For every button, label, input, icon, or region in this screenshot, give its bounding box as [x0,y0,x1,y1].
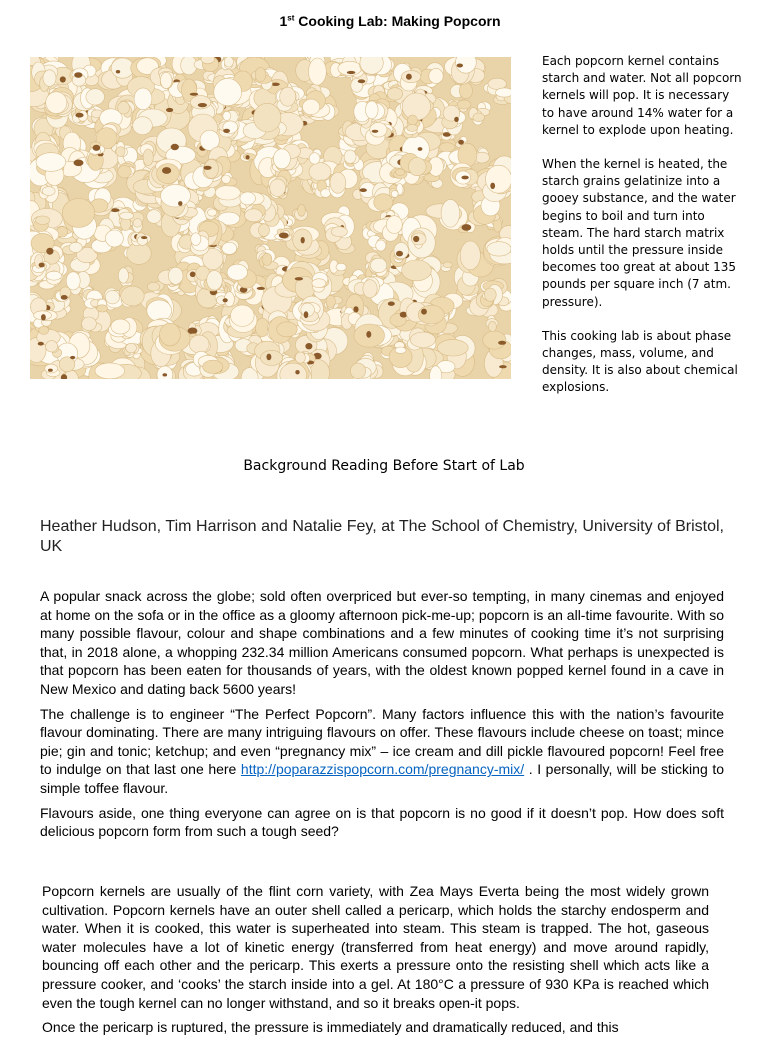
popcorn-illustration [30,57,511,379]
sidebar-paragraph-1: Each popcorn kernel contains starch and water. Not all popcorn kernels will pop. It is necessary to have around 14% water for a kernel to explode upon heating. [542,54,742,137]
article-paragraph-3: Flavours aside, one thing everyone can agree on is that popcorn is no good if it doesn’t pop. How does soft delicious popcorn form from such a tough seed? [40,804,724,840]
page-title [0,13,768,29]
article-paragraph-5: Once the pericarp is ruptured, the pressure is immediately and dramatically reduced, and this [42,1019,619,1036]
pregnancy-mix-link[interactable]: http://poparazzispopcorn.com/pregnancy-mix/ [240,761,525,778]
sidebar-paragraph-3: This cooking lab is about phase changes, mass, volume, and density. It is also about chemical explosions. [542,328,738,395]
title-ordinal-suffix: st [287,13,295,23]
title-text: Cooking Lab: Making Popcorn [298,13,501,29]
sidebar-paragraph-2: When the kernel is heated, the starch grains gelatinize into a gooey substance, and the water begins to boil and turn into steam. The hard starch matrix holds until the pressure inside becomes too great at about 135 pounds per square inch (7 atm. pressure). [542,157,737,309]
article-intro [40,587,724,847]
popcorn-photo [30,57,511,379]
section-subheading: Background Reading Before Start of Lab [243,458,525,474]
article-paragraph-4: Popcorn kernels are usually of the flint corn variety, with Zea Mays Everta being the most widely grown cultivation. Popcorn kernels have an outer shell called a pericarp, which holds the starchy endosperm and water. When it is cooked, this water is superheated into steam. This steam is trapped. The hot, gaseous water molecules have a lot of kinetic energy (transferred from heat energy) and move around rapidly, bouncing off each other and the pericarp. This exerts a pressure onto the resisting shell which acts like a pressure cooker, and ‘cooks’ the starch inside into a gel. At 180°C a pressure of 930 KPa is reached which even the tough kernel can no longer withstand, and so it breaks open-it pops. [42,883,709,1011]
author-line: Heather Hudson, Tim Harrison and Natalie Fey, at The School of Chemistry, University of Bristol, UK [40,518,724,555]
article-paragraph-2 [40,705,724,798]
article-paragraph-1: A popular snack across the globe; sold often overpriced but ever-so tempting, in many cinemas and enjoyed at home on the sofa or in the office as a gloomy afternoon pick-me-up; popcorn is an all-time favourite. With so many possible flavour, colour and shape combinations and a few minutes of cooking time it’s not surprising that, in 2018 alone, a whopping 232.34 million Americans consumed popcorn. What perhaps is unexpected is that popcorn has been eaten for thousands of years, with the oldest known popped kernel found in a cave in New Mexico and dating back 5600 years! [40,588,724,697]
article-science [42,882,709,1043]
article-paragraph-2-end: . I personally, will be sticking to simple toffee flavour. [40,761,724,796]
sidebar-text [542,53,742,414]
article-paragraph-2-start: The challenge is to engineer “The Perfect Popcorn”. Many factors influence this with the nation’s favourite flavour dominating. There are many intriguing flavours on offer. These flavours include cheese on toast; mince pie; gin and tonic; ketchup; and even “pregnancy mix” – ice cream and dill pickle flavoured popcorn! Feel free to indulge on that last one here [40,705,724,778]
title-ordinal: 1 [279,13,288,29]
